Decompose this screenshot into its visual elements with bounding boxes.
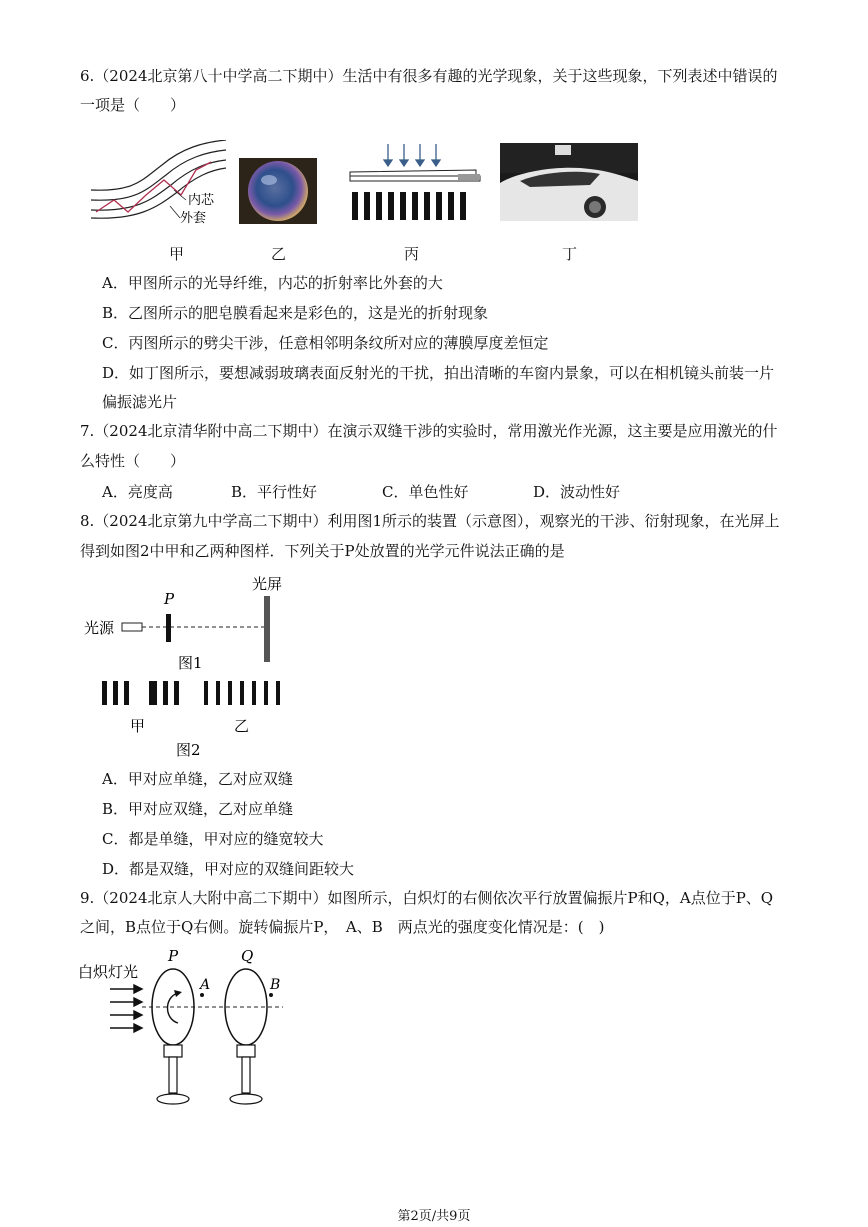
q8-stem-line1: 8.（2024北京第九中学高二下期中）利用图1所示的装置（示意图），观察光的干涉、衍射现象，在光屏上 <box>80 512 780 530</box>
incandescent-light-label: 白炽灯光 <box>78 963 139 981</box>
rotation-arrow-icon <box>168 993 179 1023</box>
pattern-figure-2 <box>100 679 290 759</box>
fig1-caption: 图1 <box>178 654 203 672</box>
point-b <box>269 993 273 997</box>
q6-option-d[interactable]: D．如丁图所示，要想减弱玻璃表面反射光的干扰，拍出清晰的车窗内景象，可以在相机镜头前装一片 <box>102 364 775 382</box>
polarizer-q <box>225 969 267 1045</box>
pattern-yi <box>204 681 280 705</box>
fiber-figure <box>86 140 236 230</box>
fig-label-yi: 乙 <box>271 245 287 263</box>
q6-option-a[interactable]: A．甲图所示的光导纤维，内芯的折射率比外套的大 <box>102 274 443 292</box>
q7-option-b[interactable]: B．平行性好 <box>231 483 318 501</box>
q6-stem-line2: 一项是（ ） <box>80 96 186 114</box>
fig2-caption: 图2 <box>176 741 201 759</box>
q9-stem-line2: 之间，B点位于Q右侧。旋转偏振片P， A、B 两点光的强度变化情况是：( ) <box>80 918 605 936</box>
b-label: B <box>270 977 281 993</box>
fig-label-jia: 甲 <box>169 245 185 263</box>
car-photo <box>500 143 638 221</box>
light-source-label: 光源 <box>84 619 115 637</box>
q6-option-b[interactable]: B．乙图所示的肥皂膜看起来是彩色的，这是光的折射现象 <box>102 304 489 322</box>
q6-option-c[interactable]: C．丙图所示的劈尖干涉，任意相邻明条纹所对应的薄膜厚度差恒定 <box>102 334 549 352</box>
fiber-inner-label: 内芯 <box>188 193 215 208</box>
q9-stem-line1: 9.（2024北京人大附中高二下期中）如图所示，白炽灯的右侧依次平行放置偏振片P和Q，A点位于P、Q <box>80 889 774 907</box>
pattern-jia-label: 甲 <box>130 717 146 735</box>
q6-stem-line1: 6.（2024北京第八十中学高二下期中）生活中有很多有趣的光学现象，关于这些现象，下列表述中错误的 <box>80 67 778 85</box>
wedge-interference-figure <box>346 142 486 224</box>
soap-bubble-photo <box>239 158 317 224</box>
q6-option-d-cont: 偏振滤光片 <box>102 393 178 411</box>
setup-figure-1 <box>84 572 294 672</box>
fig-label-bing: 丙 <box>404 245 420 263</box>
point-a <box>200 993 204 997</box>
q8-option-d[interactable]: D．都是双缝，甲对应的双缝间距较大 <box>102 860 355 878</box>
screen-label: 光屏 <box>252 575 283 593</box>
q8-option-b[interactable]: B．甲对应双缝，乙对应单缝 <box>102 800 294 818</box>
p-element-label: P <box>164 590 175 608</box>
q7-option-a[interactable]: A．亮度高 <box>102 483 173 501</box>
q-label: Q <box>241 947 254 965</box>
q8-stem-line2: 得到如图2中甲和乙两种图样．下列关于P处放置的光学元件说法正确的是 <box>80 542 565 560</box>
p-label: P <box>168 947 179 965</box>
q7-stem-line1: 7.（2024北京清华附中高二下期中）在演示双缝干涉的实验时，常用激光作光源，这主要是应用激光的什 <box>80 422 778 440</box>
a-label: A <box>200 977 211 993</box>
pattern-yi-label: 乙 <box>234 717 250 735</box>
fig-label-ding: 丁 <box>562 245 578 263</box>
q8-option-a[interactable]: A．甲对应单缝，乙对应双缝 <box>102 770 293 788</box>
q8-option-c[interactable]: C．都是单缝，甲对应的缝宽较大 <box>102 830 324 848</box>
pattern-jia <box>102 681 179 705</box>
polarizer-figure <box>78 945 298 1115</box>
q7-stem-line2: 么特性（ ） <box>80 452 186 470</box>
q7-option-d[interactable]: D．波动性好 <box>533 483 621 501</box>
q7-option-c[interactable]: C．单色性好 <box>382 483 469 501</box>
page-footer: 第2页/共9页 <box>397 1209 471 1224</box>
fiber-outer-label: 外套 <box>180 211 207 226</box>
